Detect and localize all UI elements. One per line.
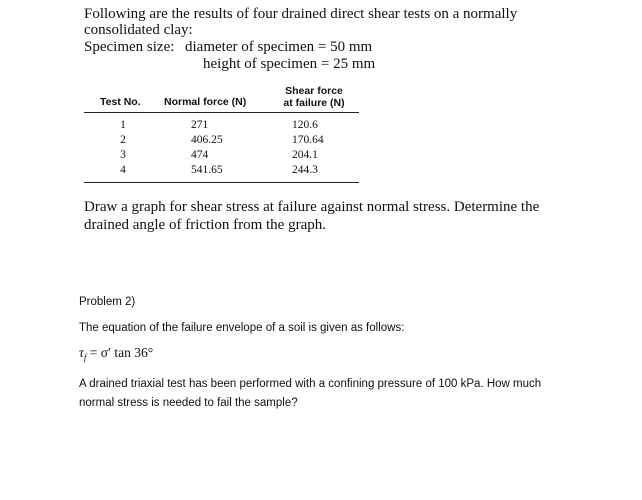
table-cell-test-no: 3 — [120, 149, 126, 161]
table-cell-normal-force: 474 — [191, 149, 209, 161]
problem1-intro-line1: Following are the results of four drained direct shear tests on a normally — [84, 6, 518, 22]
table-cell-test-no: 1 — [120, 119, 126, 131]
problem2-question: A drained triaxial test has been performed with a confining pressure of 100 kPa. How much normal stress is needed to fail the sample? — [79, 378, 542, 409]
specimen-diameter: diameter of specimen = 50 mm — [185, 39, 373, 55]
formula-subscript: f — [83, 352, 87, 363]
table-cell-test-no: 4 — [120, 164, 126, 176]
header-shear-force-line1: Shear force — [285, 85, 343, 97]
table-cell-shear-force: 244.3 — [292, 164, 318, 176]
formula-tau: τ — [79, 345, 84, 360]
formula-rest: = σ′ tan 36° — [86, 345, 154, 360]
problem2-title: Problem 2) — [79, 296, 136, 308]
header-normal-force: Normal force (N) — [164, 96, 247, 108]
failure-envelope-formula — [79, 345, 153, 366]
table-cell-normal-force: 541.65 — [191, 164, 223, 176]
problem1-intro-line2: consolidated clay: — [84, 22, 193, 38]
header-shear-force-line2: at failure (N) — [283, 97, 345, 109]
table-cell-normal-force: 406.25 — [191, 134, 223, 146]
table-cell-test-no: 2 — [120, 134, 126, 146]
header-shear-force — [274, 85, 354, 109]
specimen-height: height of specimen = 25 mm — [203, 56, 376, 72]
table-cell-shear-force: 170.64 — [292, 134, 324, 146]
table-bottom-rule — [84, 182, 359, 183]
table-cell-shear-force: 120.6 — [292, 119, 318, 131]
problem2-equation-intro: The equation of the failure envelope of a soil is given as follows: — [79, 322, 405, 334]
table-cell-normal-force: 271 — [191, 119, 209, 131]
header-test-no: Test No. — [100, 96, 141, 108]
table-top-rule — [84, 112, 359, 113]
problem1-instruction: Draw a graph for shear stress at failure against normal stress. Determine the drained angle of friction from the graph. — [84, 199, 540, 233]
table-cell-shear-force: 204.1 — [292, 149, 318, 161]
specimen-size-label: Specimen size: — [84, 39, 175, 55]
